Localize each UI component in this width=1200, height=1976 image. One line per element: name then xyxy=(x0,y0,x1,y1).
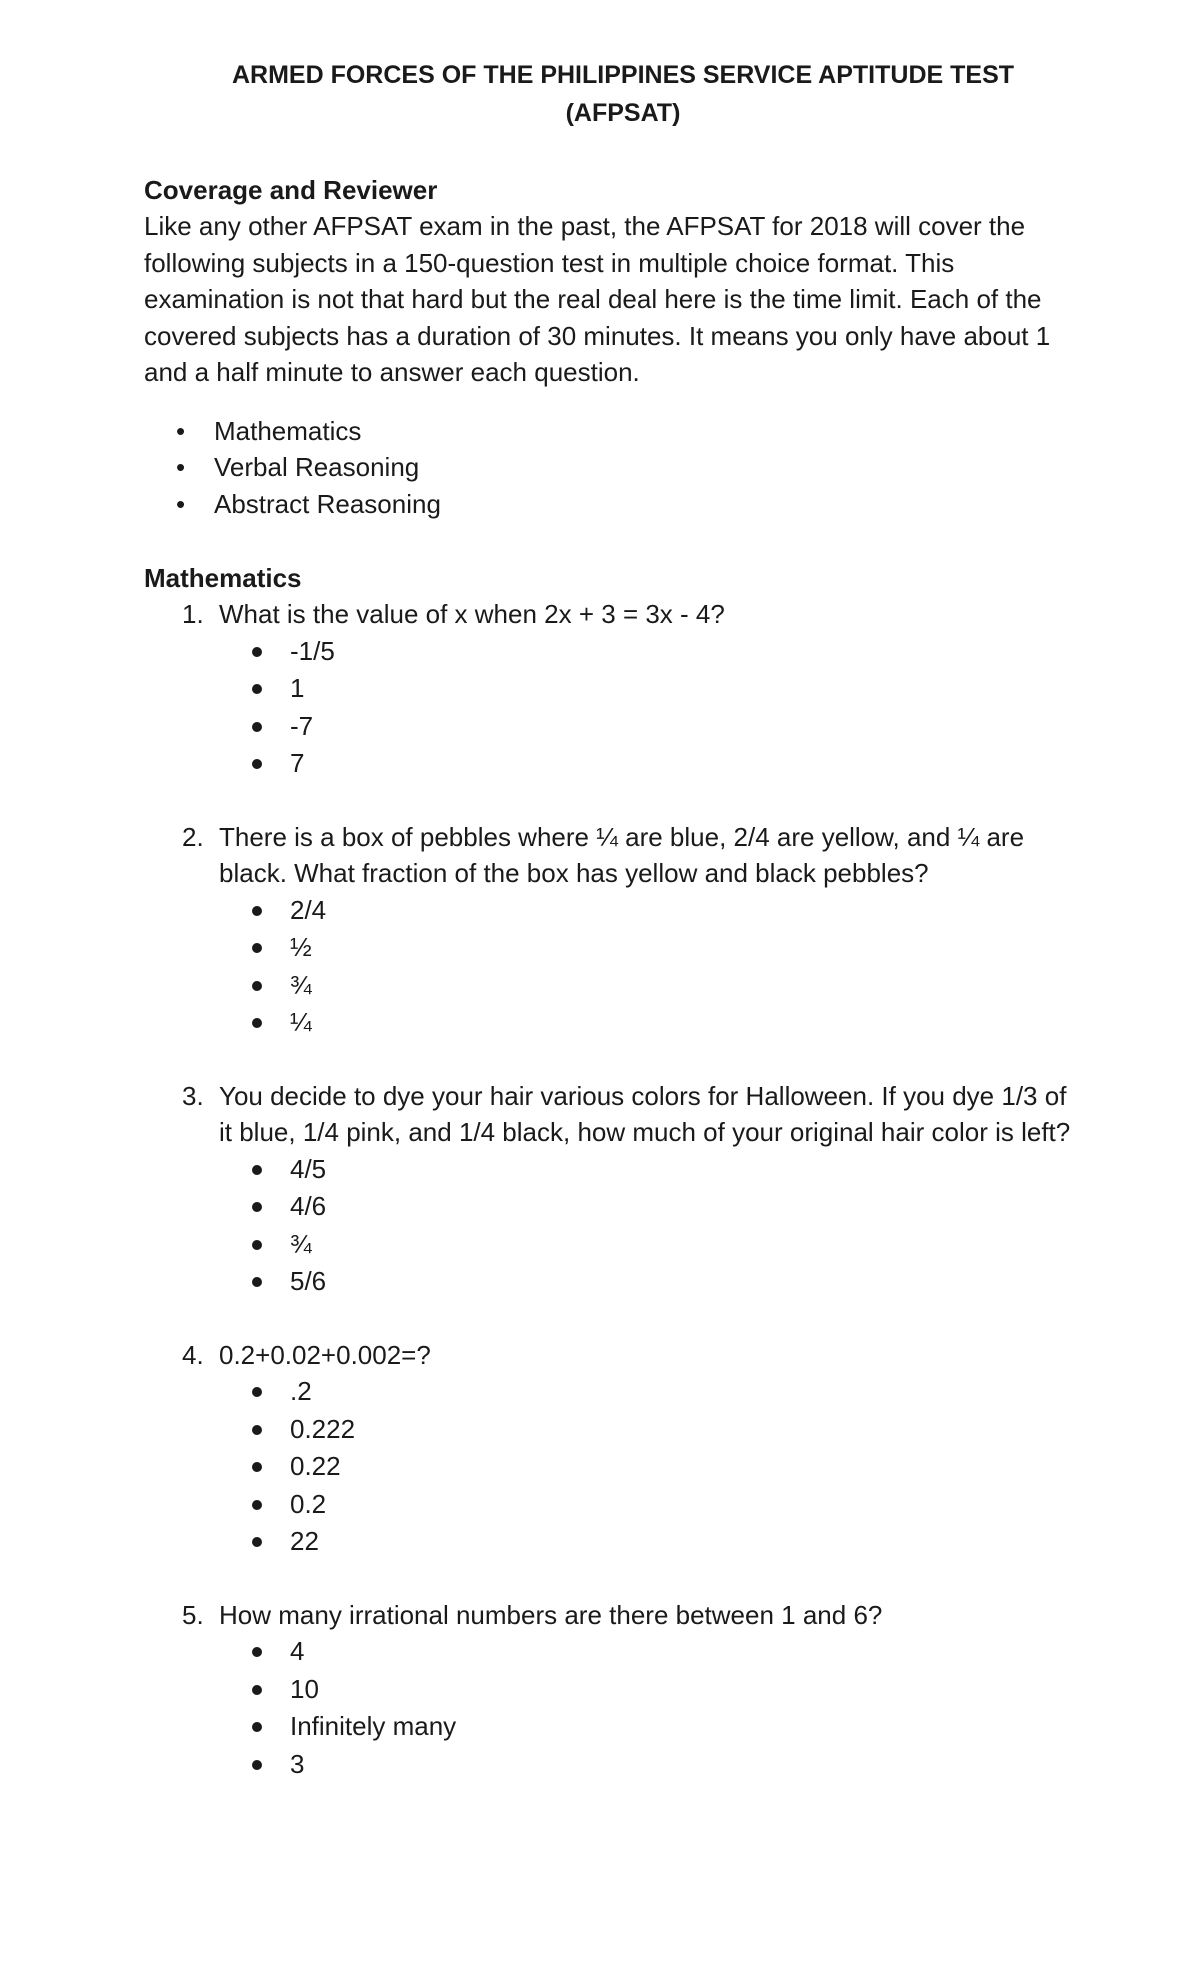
bullet-icon xyxy=(252,1165,262,1175)
question-number: 1. xyxy=(182,599,204,629)
bullet-icon: • xyxy=(176,452,186,482)
coverage-heading: Coverage and Reviewer xyxy=(144,175,438,205)
question-number: 5. xyxy=(182,1599,204,1630)
option-item: 5/6 xyxy=(219,1263,1074,1301)
title-line-1: ARMED FORCES OF THE PHILIPPINES SERVICE APTITUDE TEST xyxy=(231,61,1015,89)
bullet-icon xyxy=(252,1462,262,1472)
option-item: 4 xyxy=(219,1633,1074,1671)
option-item: 10 xyxy=(219,1671,1074,1709)
bullet-icon: • xyxy=(176,415,186,446)
bullet-icon xyxy=(252,1387,262,1397)
options-list xyxy=(219,1151,1074,1301)
question-item xyxy=(144,819,1074,1042)
bullet-icon xyxy=(252,1647,262,1657)
bullet-icon xyxy=(252,647,262,657)
option-item: .2 xyxy=(219,1373,1074,1411)
question-item xyxy=(144,1078,1074,1301)
question-item xyxy=(144,596,1074,783)
option-item: 0.222 xyxy=(219,1411,1074,1449)
bullet-icon xyxy=(252,943,262,953)
option-item: 1 xyxy=(219,670,1074,708)
question-item xyxy=(144,1597,1074,1784)
option-item: 0.22 xyxy=(219,1448,1074,1486)
bullet-icon xyxy=(252,906,262,916)
bullet-icon: • xyxy=(176,488,186,519)
options-list xyxy=(219,1633,1074,1783)
subject-item: • Mathematics xyxy=(144,413,1074,450)
option-item: 0.2 xyxy=(219,1486,1074,1524)
option-item: ¼ xyxy=(219,1004,1074,1042)
question-number: 4. xyxy=(182,1339,204,1370)
title-line-2: (AFPSAT) xyxy=(565,99,681,127)
options-list xyxy=(219,892,1074,1042)
bullet-icon xyxy=(252,1202,262,1212)
question-text: 0.2+0.02+0.002=? xyxy=(219,1339,431,1370)
questions-list xyxy=(144,596,1074,1783)
bullet-icon xyxy=(252,1722,262,1732)
bullet-icon xyxy=(252,759,262,769)
subject-item: • Verbal Reasoning xyxy=(144,449,1074,486)
question-number: 3. xyxy=(182,1080,204,1111)
question-number: 2. xyxy=(182,821,204,852)
subjects-list xyxy=(144,413,1074,523)
document-title xyxy=(144,56,1074,132)
question-item xyxy=(144,1337,1074,1561)
coverage-paragraph: Like any other AFPSAT exam in the past, the AFPSAT for 2018 will cover the following subjects in a 150-question test in multiple choice format. This examination is not that hard but the real deal here is the time limit. Each of the covered subjects has a duration of 30 minutes. It means you only have about 1 and a half minute to answer each question. xyxy=(144,211,1051,387)
option-item: -7 xyxy=(219,708,1074,746)
option-item: 3 xyxy=(219,1746,1074,1784)
bullet-icon xyxy=(252,1277,262,1287)
question-text: There is a box of pebbles where ¼ are blue, 2/4 are yellow, and ¼ are black. What fraction of the box has yellow and black pebbles? xyxy=(219,821,1025,888)
bullet-icon xyxy=(252,722,262,732)
options-list xyxy=(219,1373,1074,1561)
bullet-icon xyxy=(252,1500,262,1510)
option-item: ½ xyxy=(219,929,1074,967)
option-item: -1/5 xyxy=(219,633,1074,671)
bullet-icon xyxy=(252,684,262,694)
option-item: 7 xyxy=(219,745,1074,783)
bullet-icon xyxy=(252,1537,262,1547)
bullet-icon xyxy=(252,1240,262,1250)
document-page xyxy=(144,56,1074,1819)
option-item: 4/5 xyxy=(219,1151,1074,1189)
options-list xyxy=(219,633,1074,783)
question-text: How many irrational numbers are there between 1 and 6? xyxy=(219,1599,883,1630)
question-text: You decide to dye your hair various colors for Halloween. If you dye 1/3 of it blue, 1/4 pink, and 1/4 black, how much of your original hair color is left? xyxy=(219,1080,1071,1147)
bullet-icon xyxy=(252,1760,262,1770)
question-text: What is the value of x when 2x + 3 = 3x - 4? xyxy=(219,599,725,629)
option-item: ¾ xyxy=(219,1226,1074,1264)
option-item: 22 xyxy=(219,1523,1074,1561)
bullet-icon xyxy=(252,981,262,991)
bullet-icon xyxy=(252,1685,262,1695)
option-item: ¾ xyxy=(219,967,1074,1005)
option-item: 2/4 xyxy=(219,892,1074,930)
mathematics-heading: Mathematics xyxy=(144,563,302,593)
option-item: 4/6 xyxy=(219,1188,1074,1226)
bullet-icon xyxy=(252,1425,262,1435)
bullet-icon xyxy=(252,1018,262,1028)
option-item: Infinitely many xyxy=(219,1708,1074,1746)
subject-item: • Abstract Reasoning xyxy=(144,486,1074,523)
